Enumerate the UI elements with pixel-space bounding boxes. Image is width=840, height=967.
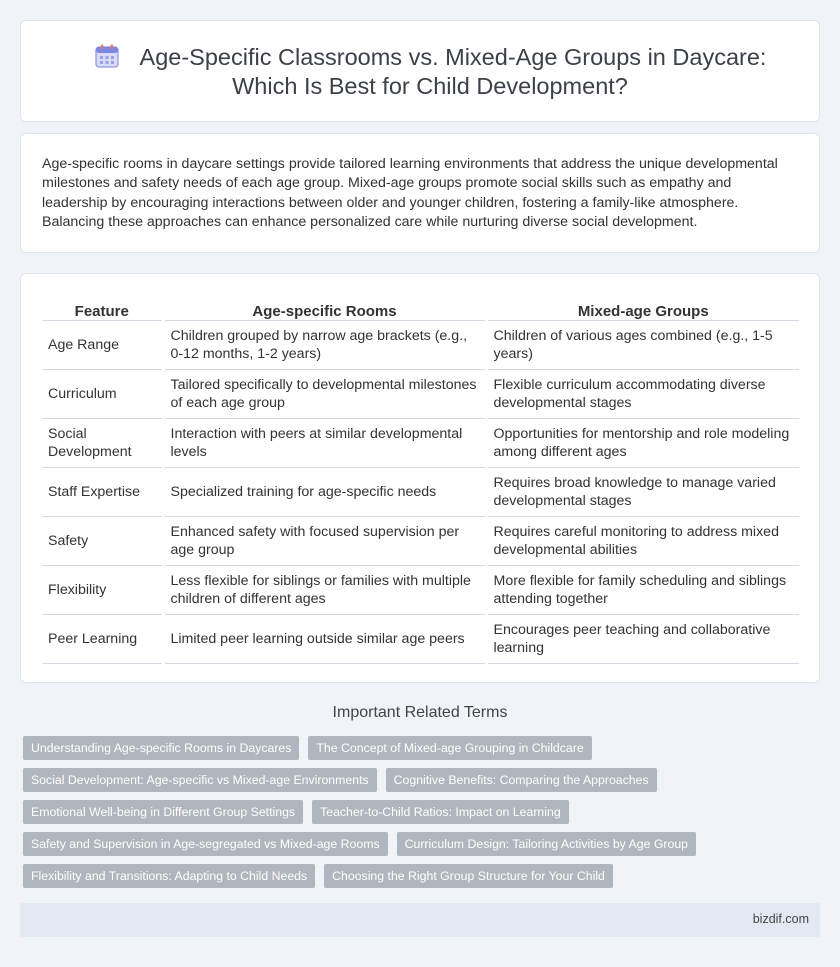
mixed-age-cell: Encourages peer teaching and collaborative learning xyxy=(486,614,799,663)
related-term-tag[interactable]: Teacher-to-Child Ratios: Impact on Learning xyxy=(312,800,569,824)
feature-cell: Age Range xyxy=(42,320,163,369)
intro-paragraph: Age-specific rooms in daycare settings provide tailored learning environments that address the unique developmental milestones and safety needs of each age group. Mixed-age groups promote social skills such as empathy and leadership by encouraging interactions between older and younger children, fostering a family-like atmosphere. Balancing these approaches can enhance personalized care while nurturing diverse social development. xyxy=(42,156,778,231)
table-row xyxy=(42,369,799,418)
related-term-tag[interactable]: Cognitive Benefits: Comparing the Approaches xyxy=(386,768,657,792)
footer xyxy=(20,903,820,937)
table-row xyxy=(42,565,799,614)
header-mixed-age: Mixed-age Groups xyxy=(486,296,799,320)
table-header-row xyxy=(42,296,799,320)
age-specific-cell: Enhanced safety with focused supervision per age group xyxy=(163,516,486,565)
related-term-tag[interactable]: Understanding Age-specific Rooms in Daycares xyxy=(23,736,299,760)
feature-cell: Peer Learning xyxy=(42,614,163,663)
feature-cell: Social Development xyxy=(42,418,163,467)
related-term-tag[interactable]: Safety and Supervision in Age-segregated vs Mixed-age Rooms xyxy=(23,832,388,856)
table-row xyxy=(42,418,799,467)
feature-cell: Safety xyxy=(42,516,163,565)
table-row xyxy=(42,467,799,516)
page-title-text: Age-Specific Classrooms vs. Mixed-Age Groups in Daycare: Which Is Best for Child Development? xyxy=(139,44,767,99)
footer-site-name[interactable]: bizdif.com xyxy=(752,912,809,926)
mixed-age-cell: Children of various ages combined (e.g., 1-5 years) xyxy=(486,320,799,369)
age-specific-cell: Specialized training for age-specific needs xyxy=(163,467,486,516)
related-term-tag[interactable]: Emotional Well-being in Different Group Settings xyxy=(23,800,303,824)
header-feature: Feature xyxy=(42,296,163,320)
related-terms-list xyxy=(23,736,803,888)
age-specific-cell: Interaction with peers at similar developmental levels xyxy=(163,418,486,467)
related-term-tag[interactable]: The Concept of Mixed-age Grouping in Childcare xyxy=(308,736,591,760)
age-specific-cell: Children grouped by narrow age brackets (e.g., 0-12 months, 1-2 years) xyxy=(163,320,486,369)
mixed-age-cell: More flexible for family scheduling and siblings attending together xyxy=(486,565,799,614)
related-term-tag[interactable]: Flexibility and Transitions: Adapting to Child Needs xyxy=(23,864,315,888)
related-term-tag[interactable]: Curriculum Design: Tailoring Activities by Age Group xyxy=(397,832,696,856)
feature-cell: Staff Expertise xyxy=(42,467,163,516)
comparison-card xyxy=(20,273,820,683)
feature-cell: Curriculum xyxy=(42,369,163,418)
age-specific-cell: Tailored specifically to developmental milestones of each age group xyxy=(163,369,486,418)
table-row xyxy=(42,614,799,663)
feature-cell: Flexibility xyxy=(42,565,163,614)
age-specific-cell: Limited peer learning outside similar age peers xyxy=(163,614,486,663)
mixed-age-cell: Requires broad knowledge to manage varied developmental stages xyxy=(486,467,799,516)
table-row xyxy=(42,516,799,565)
mixed-age-cell: Opportunities for mentorship and role modeling among different ages xyxy=(486,418,799,467)
mixed-age-cell: Requires careful monitoring to address mixed developmental abilities xyxy=(486,516,799,565)
table-row xyxy=(42,320,799,369)
calendar-icon xyxy=(94,43,120,69)
related-term-tag[interactable]: Choosing the Right Group Structure for Your Child xyxy=(324,864,613,888)
page-title xyxy=(61,43,799,101)
intro-card xyxy=(20,133,820,253)
related-terms-title: Important Related Terms xyxy=(332,704,508,721)
age-specific-cell: Less flexible for siblings or families with multiple children of different ages xyxy=(163,565,486,614)
header-age-specific: Age-specific Rooms xyxy=(163,296,486,320)
header-card xyxy=(20,20,820,122)
mixed-age-cell: Flexible curriculum accommodating diverse developmental stages xyxy=(486,369,799,418)
comparison-table xyxy=(42,296,799,664)
related-term-tag[interactable]: Social Development: Age-specific vs Mixed-age Environments xyxy=(23,768,377,792)
